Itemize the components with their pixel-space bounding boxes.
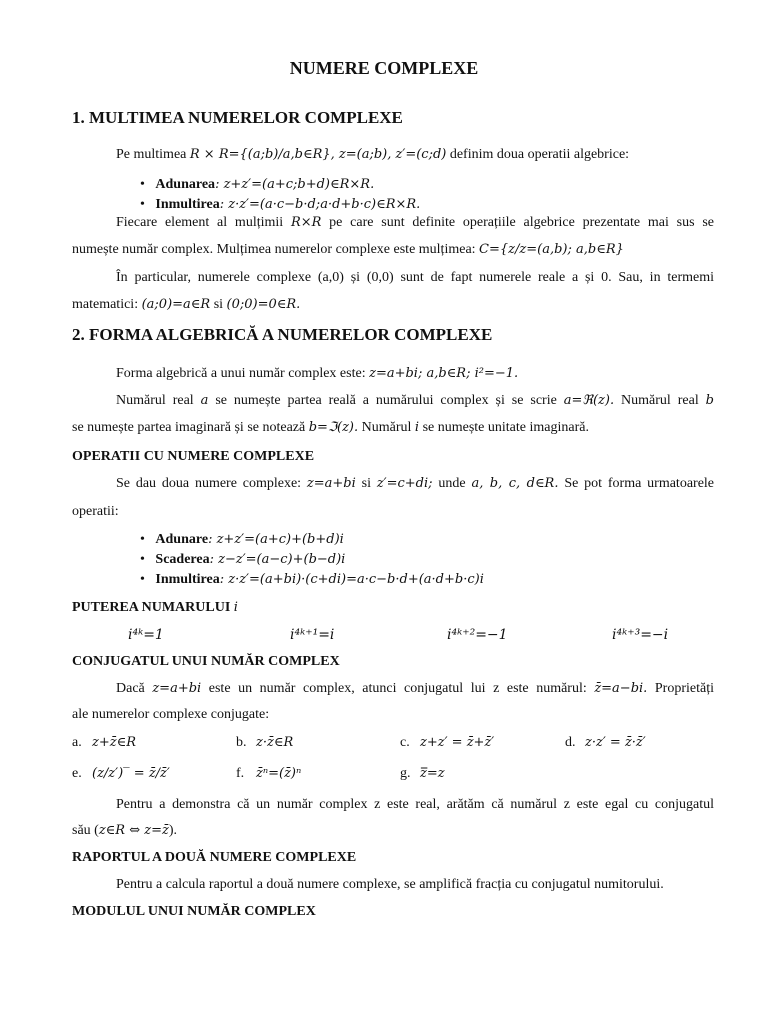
page-title: NUMERE COMPLEXE (289, 58, 479, 78)
section-1-heading: 1. MULTIMEA NUMERELOR COMPLEXE (72, 108, 403, 127)
conj-property-c: c. z+z′ = z̄+z̄′ (400, 735, 495, 750)
conj-property-a: a. z+z̄∈R (72, 735, 137, 750)
ratio-heading: RAPORTUL A DOUĂ NUMERE COMPLEXE (72, 850, 357, 865)
conj-property-e: e. (z/z′)‾ = z̄/z̄′ (72, 766, 170, 781)
conj-paragraph-line-2: său (z∈R ⇔ z=z̄). (72, 823, 178, 838)
ops-line-2: operatii: (72, 504, 119, 519)
s2-line-2: Numărul real a se numește partea reală a numărului complex și se scrie a=ℜ(z). Numărul real b (116, 393, 714, 408)
power-formula-4: i⁴ᵏ⁺³=−i (612, 627, 669, 643)
power-heading: PUTEREA NUMARULUI i (72, 600, 238, 615)
power-formula-3: i⁴ᵏ⁺²=−1 (447, 627, 508, 643)
conj-property-g: g. z̿=z (400, 766, 445, 781)
ops-line-1: Se dau doua numere complexe: z=a+bi si z′=c+di; unde a, b, c, d∈R. Se pot forma urmatoarele (116, 476, 715, 491)
ratio-line-1: Pentru a calcula raportul a două numere complexe, se amplifică fracția cu conjugatul numitorului. (116, 877, 664, 892)
conj-property-b: b. z·z̄∈R (236, 735, 294, 750)
s2-line-3: se numește partea imaginară și se notează b=ℑ(z). Numărul i se numește unitate imaginară. (72, 420, 589, 435)
s1-paragraph-1-line-1: Fiecare element al mulțimii R×R pe care sunt definite operațiile algebrice prezentate mai sus se (116, 215, 714, 230)
conjugate-heading: CONJUGATUL UNUI NUMĂR COMPLEX (72, 654, 340, 669)
conj-line-2: ale numerelor complexe conjugate: (72, 707, 270, 722)
modulus-heading: MODULUL UNUI NUMĂR COMPLEX (72, 904, 316, 919)
power-formula-1: i⁴ᵏ=1 (128, 627, 164, 643)
s1-bullet-multiplication: • Inmultirea: z·z′=(a·c−b·d;a·d+b·c)∈R×R. (140, 197, 421, 212)
s1-bullet-addition: • Adunarea: z+z′=(a+c;b+d)∈R×R. (140, 177, 375, 192)
operations-heading: OPERATII CU NUMERE COMPLEXE (72, 449, 315, 464)
s2-line-1: Forma algebrică a unui număr complex este: z=a+bi; a,b∈R; i²=−1. (116, 366, 519, 381)
conj-property-f: f. z̄ⁿ=(z̄)ⁿ (236, 766, 302, 781)
ops-bullet-addition: • Adunare: z+z′=(a+c)+(b+d)i (140, 532, 344, 547)
conj-property-d: d. z·z′ = z̄·z̄′ (565, 735, 646, 750)
s1-paragraph-2-line-1: În particular, numerele complexe (a,0) și (0,0) sunt de fapt numerele reale a și 0. Sau, in termemi (116, 270, 714, 285)
ops-bullet-subtraction: • Scaderea: z−z′=(a−c)+(b−d)i (140, 552, 346, 567)
conj-line-1: Dacă z=a+bi este un număr complex, atunci conjugatul lui z este numărul: z̄=a−bi. Proprietăți (116, 681, 714, 696)
conj-paragraph-line-1: Pentru a demonstra că un număr complex z este real, arătăm că numărul z este egal cu conjugatul (116, 797, 714, 812)
s1-intro: Pe multimea R × R={(a;b)/a,b∈R}, z=(a;b), z′=(c;d) definim doua operatii algebrice: (116, 147, 630, 162)
s1-paragraph-1-line-2: numește număr complex. Mulțimea numerelor complexe este mulțimea: C={z/z=(a,b); a,b∈R} (72, 242, 624, 257)
power-formula-2: i⁴ᵏ⁺¹=i (290, 627, 335, 643)
s1-paragraph-2-line-2: matematici: (a;0)=a∈R si (0;0)=0∈R. (72, 297, 301, 312)
section-2-heading: 2. FORMA ALGEBRICĂ A NUMERELOR COMPLEXE (72, 325, 493, 344)
ops-bullet-multiplication: • Inmultirea: z·z′=(a+bi)·(c+di)=a·c−b·d+(a·d+b·c)i (140, 572, 484, 587)
